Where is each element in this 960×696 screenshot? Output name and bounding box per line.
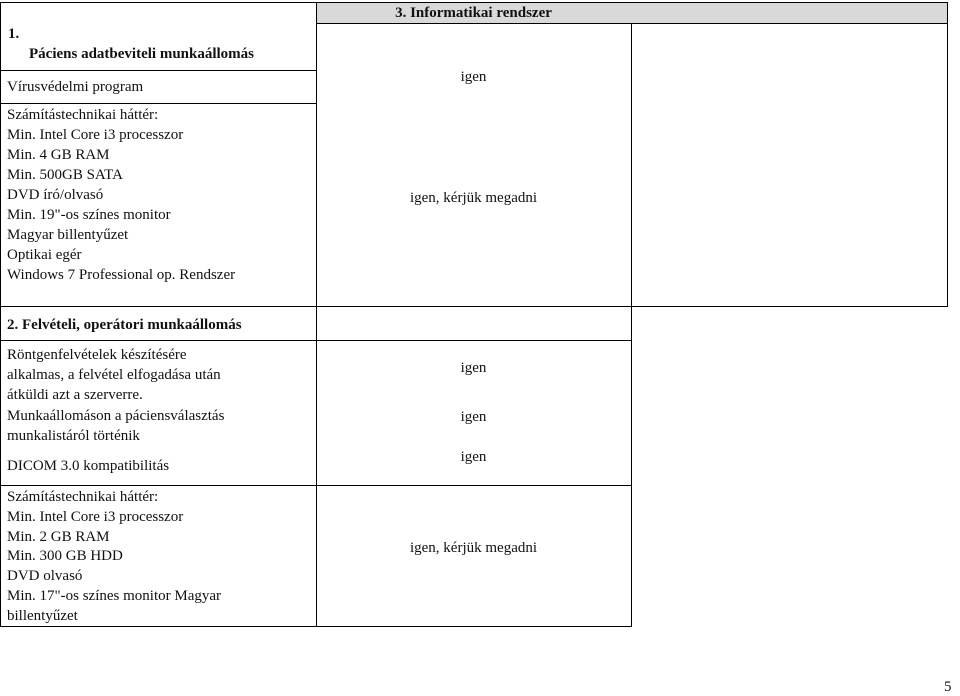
section3-header-underline — [316, 23, 948, 24]
s2-req1-line-3: átküldi azt a szerverre. — [7, 387, 143, 403]
table-border-right-lower — [631, 306, 632, 627]
s2-hw-line-5: DVD olvasó — [7, 568, 83, 584]
section1-title: Páciens adatbeviteli munkaállomás — [29, 46, 255, 62]
row-divider-3 — [0, 340, 632, 341]
s1-hw-line-2: Min. Intel Core i3 processzor — [7, 127, 184, 143]
table-column-divider-1 — [316, 2, 317, 627]
s1-hw-line-3: Min. 4 GB RAM — [7, 147, 110, 163]
row-divider-4 — [0, 485, 632, 486]
row-divider-2 — [0, 103, 317, 104]
section3-title: 3. Informatikai rendszer — [395, 5, 552, 21]
table-border-left — [0, 2, 1, 627]
s1-hw-line-1: Számítástechnikai háttér: — [7, 107, 159, 123]
table-column-divider-2 — [631, 23, 632, 306]
s2-req2-line-1: Munkaállomáson a páciensválasztás — [7, 408, 225, 424]
section2-title: 2. Felvételi, operátori munkaállomás — [7, 317, 242, 333]
s2-hw-line-4: Min. 300 GB HDD — [7, 548, 123, 564]
section1-number: 1. — [8, 26, 20, 42]
s2-hw-line-3: Min. 2 GB RAM — [7, 529, 110, 545]
s2-hw-line-6: Min. 17"-os színes monitor Magyar — [7, 588, 222, 604]
s2-req1-line-2: alkalmas, a felvétel elfogadása után — [7, 367, 221, 383]
s2-req1-value: igen — [460, 360, 487, 376]
s1-hw-line-9: Windows 7 Professional op. Rendszer — [7, 267, 236, 283]
s2-hardware-value: igen, kérjük megadni — [409, 540, 538, 556]
s1-hw-line-5: DVD író/olvasó — [7, 187, 104, 203]
section-divider — [0, 306, 948, 307]
s1-hardware-value: igen, kérjük megadni — [409, 190, 538, 206]
s1-hw-line-6: Min. 19"-os színes monitor — [7, 207, 171, 223]
s1-hw-line-8: Optikai egér — [7, 247, 82, 263]
table-border-bottom — [0, 626, 632, 627]
s2-hw-line-2: Min. Intel Core i3 processzor — [7, 509, 184, 525]
s2-req2-line-2: munkalistáról történik — [7, 428, 140, 444]
page-number: 5 — [944, 679, 952, 695]
s2-hw-line-7: billentyűzet — [7, 608, 78, 624]
antivirus-label: Vírusvédelmi program — [7, 79, 144, 95]
s1-hw-line-7: Magyar billentyűzet — [7, 227, 129, 243]
s1-hw-line-4: Min. 500GB SATA — [7, 167, 123, 183]
row-divider-1 — [0, 70, 317, 71]
s2-req3-label: DICOM 3.0 kompatibilitás — [7, 458, 170, 474]
s2-req3-value: igen — [460, 449, 487, 465]
s2-req1-line-1: Röntgenfelvételek készítésére — [7, 347, 187, 363]
s2-hw-line-1: Számítástechnikai háttér: — [7, 489, 159, 505]
antivirus-value: igen — [460, 69, 487, 85]
table-border-right-upper — [947, 2, 948, 306]
s2-req2-value: igen — [460, 409, 487, 425]
